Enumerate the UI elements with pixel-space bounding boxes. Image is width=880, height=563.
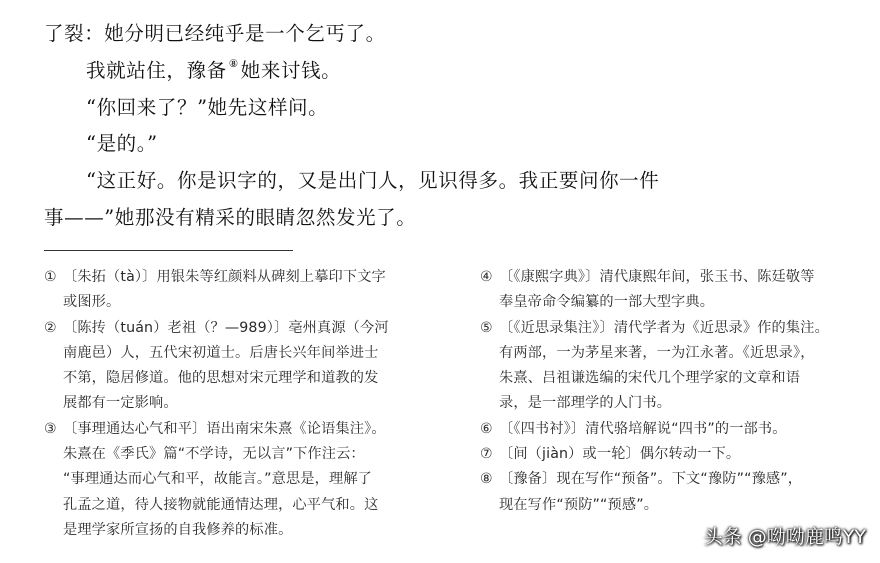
footnote-line: 或图形。	[63, 294, 121, 311]
footnote-number: ③	[44, 420, 57, 437]
footnote-line: 朱熹、吕祖谦选编的宋代几个理学家的文章和语	[499, 370, 801, 387]
footnote	[480, 442, 829, 467]
text-line-6: 事——”她那没有精采的眼睛忽然发光了。	[44, 206, 417, 229]
footnote-line: 不第，隐居修道。他的思想对宋元理学和道教的发	[63, 370, 379, 387]
footnote-line: 朱熹在《季氏》篇“不学诗，无以言”下作注云：	[63, 446, 365, 463]
text-line-2-b: 她来讨钱。	[240, 59, 342, 82]
footnote-body	[63, 417, 386, 543]
footnote-line: 现在写作“预防”“预感”。	[499, 496, 659, 513]
footnote	[480, 316, 829, 417]
footnote-line: 〔事理通达心气和平〕语出南宋朱熹《论语集注》。	[63, 420, 386, 437]
footnotes-right-column	[480, 265, 829, 518]
text-line-2	[86, 55, 341, 83]
footnote-number: ④	[480, 269, 493, 285]
footnote-number: ②	[44, 319, 57, 336]
footnote-line: 〔豫备〕现在写作“预备”。下文“豫防”“豫感”，	[499, 471, 803, 488]
footnotes-left-column	[44, 265, 389, 543]
footnote-line: 〔《近思录集注》〕清代学者为《近思录》作的集注。	[499, 319, 829, 336]
watermark: 头条 @呦呦鹿鸣YY	[703, 526, 866, 548]
footnote	[480, 265, 829, 316]
text-line-3: “你回来了？”她先这样问。	[86, 96, 329, 119]
footnote	[44, 316, 389, 417]
text-line-1: 了裂：她分明已经纯乎是一个乞丐了。	[44, 22, 386, 45]
footnote-number: ①	[44, 269, 57, 285]
footnote-ref-8: ⑧	[228, 57, 239, 70]
footnote-line: 奉皇帝命令编纂的一部大型字典。	[499, 294, 715, 311]
text-line-2-a: 我就站住，豫备	[86, 59, 227, 82]
footnote-line: “事理通达而心气和平，故能言。”意思是，理解了	[63, 471, 372, 488]
footnote-line: 有两部，一为茅星来著，一为江永著。《近思录》，	[499, 344, 815, 361]
footnote-body	[63, 265, 386, 316]
footnote-body	[499, 316, 829, 417]
footnote	[480, 467, 829, 518]
footnote-line: 录，是一部理学的人门书。	[499, 395, 672, 412]
footnote-number: ⑤	[480, 319, 493, 336]
footnote-number: ⑥	[480, 420, 493, 437]
footnote-line: 〔《康熙字典》〕清代康熙年间，张玉书、陈廷敬等	[499, 269, 815, 285]
footnote-line: 〔朱拓（tà）〕用银朱等红颜料从碑刻上摹印下文字	[63, 269, 386, 285]
footnote-body	[499, 417, 787, 442]
footnote-body	[499, 467, 802, 518]
footnote	[480, 417, 829, 442]
footnote-line: 展都有一定影响。	[63, 395, 178, 412]
footnote-number: ⑧	[480, 471, 493, 488]
footnote-line: 孔孟之道，待人接物就能通情达理，心平气和。这	[63, 496, 379, 513]
footnote-body	[499, 442, 740, 467]
footnote-line: 〔陈抟（tuán）老祖（？—989）〕亳州真源（今河	[63, 319, 389, 336]
text-line-4: “是的。”	[86, 132, 158, 155]
footnote	[44, 417, 389, 543]
footnote-line: 〔《四书衬》〕清代骆培解说“四书”的一部书。	[499, 420, 787, 437]
footnote-line: 〔间（jiàn）或一轮〕偶尔转动一下。	[499, 446, 741, 463]
footnote-body	[63, 316, 389, 417]
footnote-line: 南鹿邑）人，五代宋初道士。后唐长兴年间举进士	[63, 344, 379, 361]
footnote-divider	[44, 250, 293, 251]
footnote	[44, 265, 389, 316]
footnote-number: ⑦	[480, 446, 493, 463]
footnote-body	[499, 265, 815, 316]
text-line-5: “这正好。你是识字的，又是出门人，见识得多。我正要问你一件	[86, 169, 660, 192]
footnote-line: 是理学家所宣扬的自我修养的标准。	[63, 521, 293, 538]
